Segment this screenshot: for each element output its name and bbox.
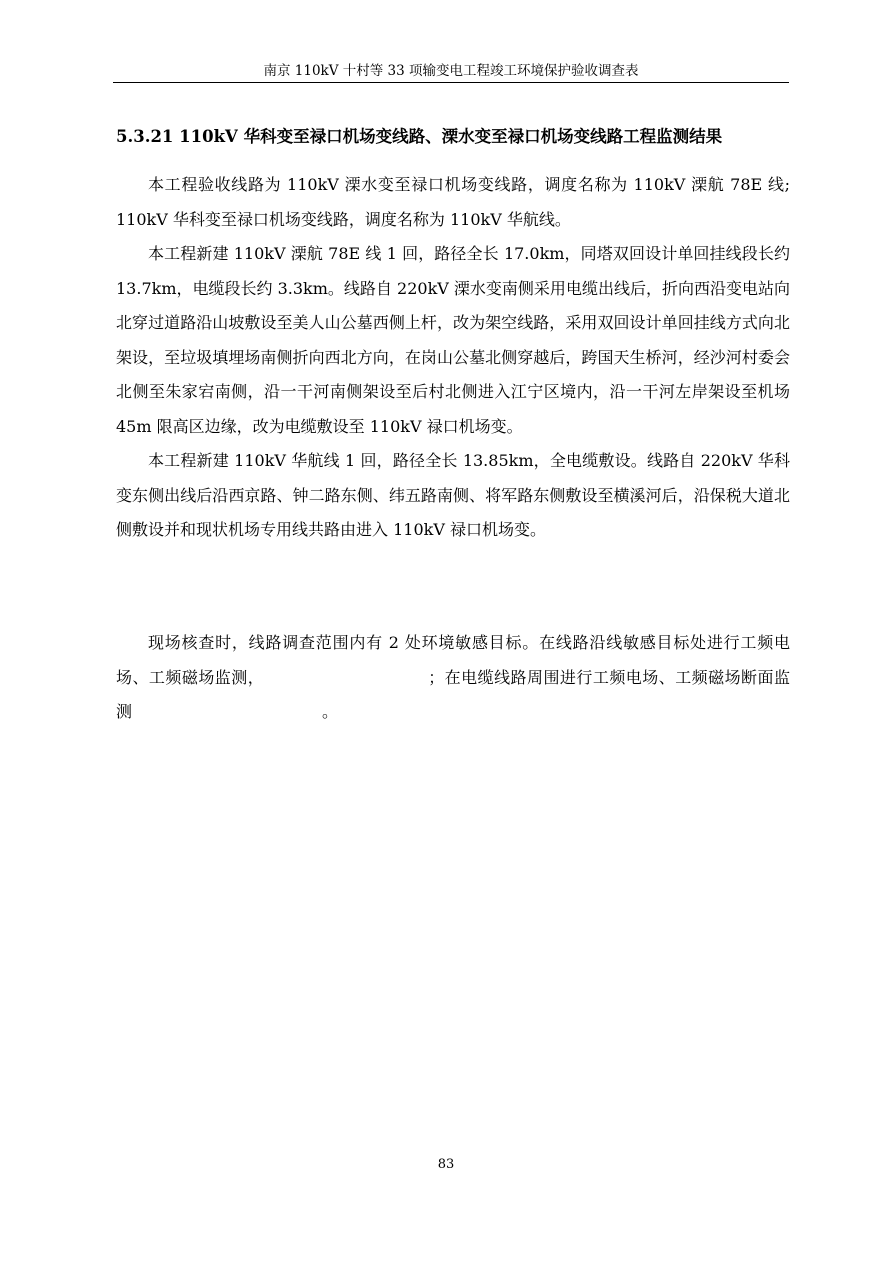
monitoring-text-part1: 现场核查时，线路调查范围内有 2 处环境敏感目标。在线路沿线敏感目标处进行工频电场、工频磁场监测，: [116, 633, 790, 687]
monitoring-paragraph: [116, 626, 790, 730]
paragraph-huahang-route: 本工程新建 110kV 华航线 1 回，路径全长 13.85km，全电缆敷设。线路自 220kV 华科变东侧出线后沿西京路、钟二路东侧、纬五路南侧、将军路东侧敷设至横溪河后，沿保税大道北侧敷设并和现状机场专用线共路由进入 110kV 禄口机场变。: [116, 451, 790, 539]
running-header: 南京 110kV 十村等 33 项输变电工程竣工环境保护验收调查表: [263, 63, 639, 79]
monitoring-text: [116, 626, 790, 730]
monitoring-text-part3: 。: [322, 702, 339, 721]
page-number: 83: [437, 1157, 455, 1172]
section-heading: 5.3.21 110kV 华科变至禄口机场变线路、溧水变至禄口机场变线路工程监测结果: [116, 127, 723, 146]
paragraph-line-scope: 本工程验收线路为 110kV 溧水变至禄口机场变线路，调度名称为 110kV 溧航 78E 线; 110kV 华科变至禄口机场变线路，调度名称为 110kV 华航线。: [116, 175, 790, 229]
monitoring-text-part2: ；在电缆线路周围进行工频电场、工频磁场断面监测: [116, 667, 790, 721]
paragraph-liuhang-route: 本工程新建 110kV 溧航 78E 线 1 回，路径全长 17.0km，同塔双回设计单回挂线段长约 13.7km，电缆段长约 3.3km。线路自 220kV 溧水变南侧采用电缆出线后，折向西沿变电站向北穿过道路沿山坡敷设至美人山公墓西侧上杆，改为架空线路，采用双回设计单回挂线方式向北架设，至垃圾填埋场南侧折向西北方向，在岗山公墓北侧穿越后，跨国天生桥河，经沙河村委会北侧至朱家宕南侧，沿一干河南侧架设至后村北侧进入江宁区境内，沿一干河左岸架设至机场 45m 限高区边缘，改为电缆敷设至 110kV 禄口机场变。: [116, 244, 790, 436]
body-paragraphs: [116, 168, 790, 548]
header-rule: [113, 82, 789, 83]
